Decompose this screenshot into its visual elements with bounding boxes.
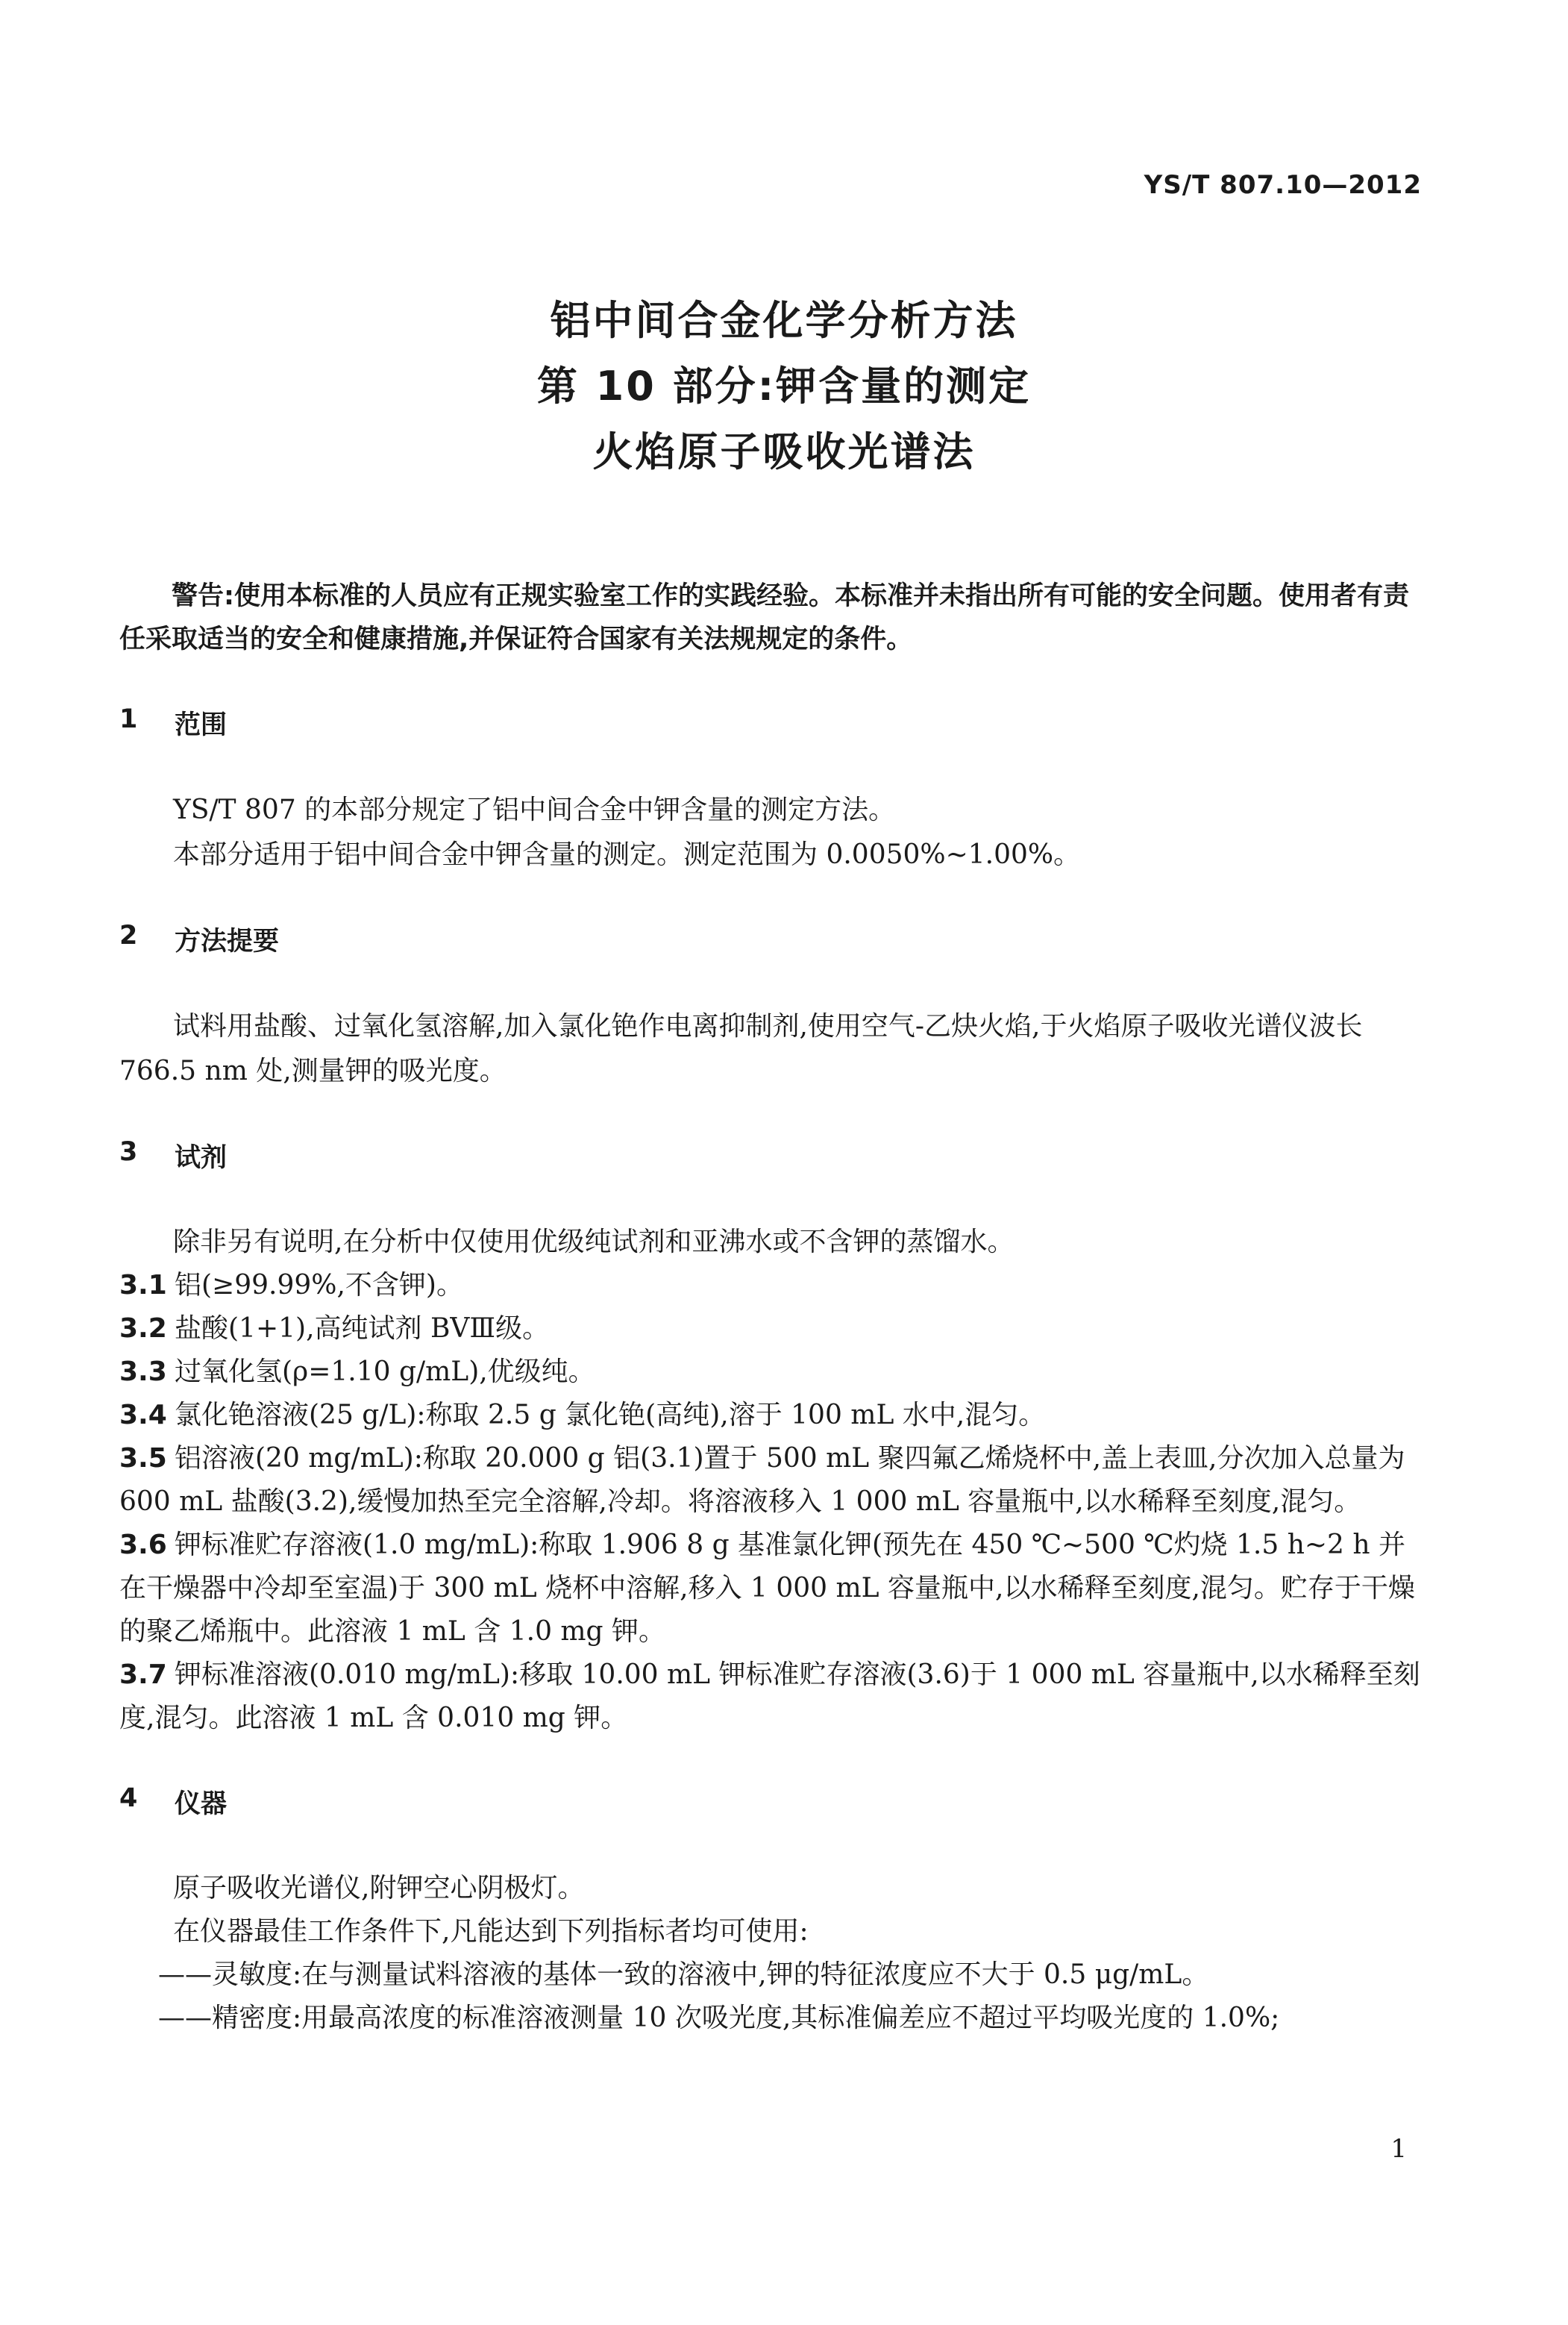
item-text: 过氧化氢(ρ=1.10 g/mL),优级纯。 (175, 1356, 595, 1387)
sensitivity-requirement: ——灵敏度:在与测量试料溶液的基体一致的溶液中,钾的特征浓度应不大于 0.5 μg/mL。 (158, 1959, 1209, 1990)
section-2-heading (119, 921, 1425, 958)
reagents-intro: 除非另有说明,在分析中仅使用优级纯试剂和亚沸水或不含钾的蒸馏水。 (173, 1227, 1015, 1257)
section-4-heading (119, 1783, 1425, 1821)
section-number: 1 (119, 704, 138, 734)
scope-paragraph-2: 本部分适用于铝中间合金中钾含量的测定。测定范围为 0.0050%~1.00%。 (173, 839, 1081, 870)
section-number: 4 (119, 1783, 138, 1813)
item-text: 铝(≥99.99%,不含钾)。 (175, 1270, 463, 1301)
standard-code: YS/T 807.10—2012 (1144, 170, 1422, 200)
page-number: 1 (1390, 2134, 1407, 2164)
item-text: 氯化铯溶液(25 g/L):称取 2.5 g 氯化铯(高纯),溶于 100 mL 水中,混匀。 (175, 1400, 1046, 1430)
item-number: 3.4 (119, 1400, 167, 1430)
apparatus-paragraph-1: 原子吸收光谱仪,附钾空心阴极灯。 (173, 1873, 585, 1903)
reagent-item (119, 1394, 1425, 1437)
method-summary-paragraph: 试料用盐酸、过氧化氢溶解,加入氯化铯作电离抑制剂,使用空气-乙炔火焰,于火焰原子吸收光谱仪波长 766.5 nm 处,测量钾的吸光度。 (119, 1011, 1363, 1086)
safety-warning: 警告:使用本标准的人员应有正规实验室工作的实践经验。本标准并未指出所有可能的安全问题。使用者有责任采取适当的安全和健康措施,并保证符合国家有关法规规定的条件。 (119, 581, 1410, 654)
section-title: 仪器 (175, 1789, 228, 1819)
section-1-heading (119, 704, 1425, 742)
section-number: 3 (119, 1137, 138, 1167)
title-line-3: 火焰原子吸收光谱法 (592, 428, 976, 475)
item-number: 3.5 (119, 1443, 167, 1474)
item-text: 钾标准溶液(0.010 mg/mL):移取 10.00 mL 钾标准贮存溶液(3.6)于 1 000 mL 容量瓶中,以水稀释至刻度,混匀。此溶液 1 mL 含 0.010 mg 钾。 (119, 1659, 1420, 1733)
precision-requirement: ——精密度:用最高浓度的标准溶液测量 10 次吸光度,其标准偏差应不超过平均吸光度的 1.0%; (158, 2003, 1280, 2033)
reagent-item (119, 1437, 1425, 1524)
reagent-item (119, 1653, 1425, 1740)
item-number: 3.2 (119, 1313, 167, 1344)
section-title: 范围 (175, 710, 228, 740)
section-3-heading (119, 1137, 1425, 1174)
item-text: 铝溶液(20 mg/mL):称取 20.000 g 铝(3.1)置于 500 mL 聚四氟乙烯烧杯中,盖上表皿,分次加入总量为 600 mL 盐酸(3.2),缓慢加热至完全溶解,冷却。将溶液移入 1 000 mL 容量瓶中,以水稀释至刻度,混匀。 (119, 1443, 1405, 1517)
section-title: 方法提要 (175, 927, 280, 957)
item-number: 3.6 (119, 1530, 167, 1560)
section-number: 2 (119, 921, 138, 951)
document-title (0, 288, 1568, 485)
reagent-item (119, 1264, 1425, 1307)
item-number: 3.3 (119, 1356, 167, 1387)
document-body (119, 575, 1425, 2040)
reagent-item (119, 1307, 1425, 1351)
item-text: 盐酸(1+1),高纯试剂 BVⅢ级。 (175, 1313, 550, 1344)
reagent-item (119, 1524, 1425, 1653)
title-line-1: 铝中间合金化学分析方法 (550, 297, 1018, 344)
scope-paragraph-1: YS/T 807 的本部分规定了铝中间合金中钾含量的测定方法。 (173, 795, 896, 825)
apparatus-paragraph-2: 在仪器最佳工作条件下,凡能达到下列指标者均可使用: (173, 1916, 809, 1947)
item-number: 3.1 (119, 1270, 167, 1301)
reagent-item (119, 1351, 1425, 1394)
section-title: 试剂 (175, 1143, 228, 1173)
item-text: 钾标准贮存溶液(1.0 mg/mL):称取 1.906 8 g 基准氯化钾(预先在 450 ℃~500 ℃灼烧 1.5 h~2 h 并在干燥器中冷却至室温)于 300 mL 烧杯中溶解,移入 1 000 mL 容量瓶中,以水稀释至刻度,混匀。贮存于干燥的聚乙烯瓶中。此溶液 1 mL 含 1.0 mg 钾。 (119, 1530, 1415, 1647)
title-line-2: 第 10 部分:钾含量的测定 (536, 363, 1032, 410)
item-number: 3.7 (119, 1659, 167, 1690)
